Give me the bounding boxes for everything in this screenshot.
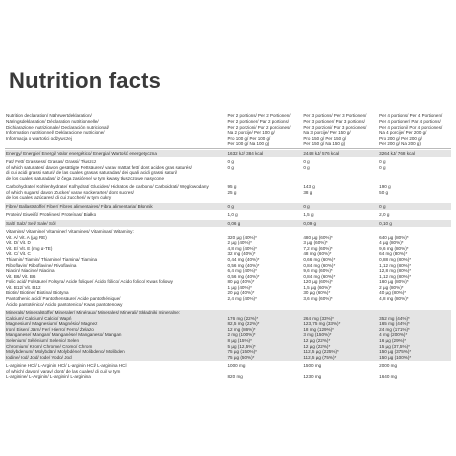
value-2-portions: 320 µg (40%)* 2 µg (40%)* 4,8 mg (40%)* 32 mg (40%)* 0,44 mg (40%)* 0,56 mg (40%)* 6,4 mg (40%)* 0,56 mg (40%)* 80 µg (40%)* 1 µg (40%)* 20 µg (40%)* 2,4 mg (40%)* bbox=[227, 234, 260, 302]
value-2-portions: 0 g 0 g bbox=[227, 159, 234, 170]
value-2-portions: 1632 kJ/ 384 kcal bbox=[227, 150, 264, 156]
row-label: Energy/ Energie/ Energi/ Valor energético/ Energia/ Wartość energetyczna bbox=[6, 150, 157, 156]
header-col-3-portions: Per 3 portions/ Per 3 Portionen/ Per 3 portioner/ Par 3 portions/ Per 3 porzioni/ Por 3 porciones/ Na 3 porcije/ Per 150 g/ Pro 150 g/ Per 150 g/ Per 150 g/ Na 150 g) bbox=[303, 113, 367, 147]
header-label: Nutrition declaration/ Nährwertdeklaration/ Näringsdeklaration/ Déclaration nutritionnelle/ Dichiarazione nutrizionale/ Declaración nutricional/ Information nutritionnel/ Deklaracione nutricione/ Informacja o wartości odżywczej bbox=[6, 113, 109, 141]
value-2-portions: 95 g 25 g bbox=[227, 184, 237, 195]
value-3-portions: 2448 kJ/ 576 kcal bbox=[303, 150, 340, 156]
row-label: Carbohydrate/ Kohlenhydrate/ Kolhydrat/ Glucides/ Hidratos de carbono/ Carboidrati/ Węglowodany of which sugars/ davon Zucker/ varav sockerarter/ dont sucres/ de los cuales azúcares/ di cui zuccheri/ w tym cukry bbox=[6, 184, 209, 201]
value-4-portions: 640 µg (80%)* 4 µg (80%)* 9,6 mg (80%)* 64 mg (80%)* 0,88 mg (80%)* 1,12 mg (80%)* 12,8 mg (80%)* 1,12 mg (80%)* 160 µg (80%)* 2 µg (80%)* 40 µg (80%)* 4,8 mg (80%)* bbox=[379, 234, 412, 302]
value-3-portions: 0,09 g bbox=[303, 220, 317, 226]
value-3-portions: 1500 mg 1230 mg bbox=[303, 363, 322, 380]
table-row bbox=[5, 363, 451, 381]
table-row bbox=[5, 184, 451, 202]
value-2-portions: 176 mg (22%)* 82,5 mg (22%)* 12 mg (86%)* 2 mg (100%)* 8 µg (15%)* 5 µg (12,5%)* 75 µg (150%)* 75 µg (50%)* bbox=[227, 315, 260, 360]
row-label: Fat/ Fett/ Grassess/ Grasas/ Grassi/ Tłuszcz of which saturates/ davon gesättigte Fettsäuren/ varav mättat fett/ dont acides gras saturés/ di cui acidi grassi saturi/ de las cuales grasas saturadas/ dei quali acidi grassi saturi/ de los cuales saturadas/ iz čega zasićene/ w tym kwasy tłuszczowe nasycone bbox=[6, 159, 192, 181]
value-4-portions: 3264 kJ/ 768 kcal bbox=[379, 150, 415, 156]
table-row bbox=[5, 212, 451, 218]
table-row bbox=[5, 159, 451, 182]
page-title: Nutrition facts bbox=[9, 68, 162, 93]
row-label: Fibre/ Ballaststoffe/ Fiber/ Fibres alimentaires/ Fibra alimentaria/ Błonnik bbox=[6, 203, 153, 209]
table-row bbox=[5, 150, 451, 156]
value-3-portions: 480 µg (60%)* 3 µg (60%)* 7,2 mg (60%)* 48 mg (60%)* 0,66 mg (60%)* 0,84 mg (60%)* 9,6 mg (60%)* 0,84 mg (60%)* 120 µg (60%)* 1,5 µg (60%)* 30 µg (60%)* 3,6 mg (60%)* bbox=[303, 234, 336, 302]
value-4-portions: 2000 mg 1640 mg bbox=[379, 363, 398, 380]
value-2-portions: 0,06 g bbox=[227, 220, 241, 226]
table-row bbox=[5, 220, 451, 226]
value-3-portions: 1,5 g bbox=[303, 212, 314, 218]
value-4-portions: 0,10 g bbox=[379, 220, 392, 226]
table-header bbox=[5, 113, 451, 147]
value-4-portions: 190 g 50 g bbox=[379, 184, 391, 195]
value-4-portions: 0 g bbox=[379, 203, 386, 209]
row-label: L-arginine HCl/ L-Arginin HCl/ L-arginin HCl/ L-arginina HCl of which/ davon/ varav/ dont/ de las cuales/ di cui/ w tym L-arginine/ L-Arginin/ L-arginin/ L-arginina bbox=[6, 363, 127, 380]
value-3-portions: 0 g bbox=[303, 203, 310, 209]
table-row bbox=[5, 203, 451, 209]
value-4-portions: 2,0 g bbox=[379, 212, 390, 218]
table-row bbox=[5, 310, 451, 361]
row-label: Salt/ Salz/ Sel/ Sale/ Sól bbox=[6, 220, 56, 226]
header-col-2-portions: Per 2 portions/ Per 2 Portionen/ Per 2 portioner/ Par 2 portions/ Per 2 porzioni/ Por 2 porciones/ Na 2 porcije/ Per 100 g/ Pro 100 g/ Per 100 g/ Per 100 g/ Na 100 g) bbox=[227, 113, 291, 147]
value-2-portions: 1,0 g bbox=[227, 212, 238, 218]
header-col-4-portions: Per 4 portions/ Per 4 Portionen/ Per 4 portioner/ Par 4 portions/ Per 4 porzioni/ Por 4 porciones/ Na 4 porcije/ Per 200 g/ Pro 200 g/ Per 200 g/ Per 200 g/ Na 200 g) bbox=[379, 113, 443, 147]
value-3-portions: 264 mg (33%)* 123,75 mg (33%)* 18 mg (129%)* 3 mg (150%)* 12 µg (22%)* 12 µg (22%)* 112,5 µg (225%)* 112,5 µg (75%)* bbox=[303, 315, 341, 360]
value-4-portions: 352 mg (44%)* 165 mg (44%)* 24 mg (171%)* 4 mg (200%)* 16 µg (29%)* 15 µg (37,5%)* 150 µg (375%)* 150 µg (100%)* bbox=[379, 315, 412, 360]
nutrition-table bbox=[5, 113, 451, 380]
table-body bbox=[5, 150, 451, 380]
value-2-portions: 0 g bbox=[227, 203, 234, 209]
row-label: Protein/ Eiweiß/ Protéines/ Proteínas/ Białko bbox=[6, 212, 97, 218]
header-divider bbox=[5, 148, 451, 149]
value-4-portions: 0 g 0 g bbox=[379, 159, 386, 170]
value-3-portions: 0 g 0 g bbox=[303, 159, 310, 170]
row-label: Minerals/ Mineralstoffe/ Mineraler/ Minéraux/ Minerales/ Minerali/ Składniki mineralne: Calcium/ Calcium/ Calcio/ Wapń Magnesium/ Magnesium/ Magnésio/ Magnez Iron/ Eisen/ Järn/ Fer/ Hierro/ Ferro/ Żelazo Manganese/ Mangan/ Manganèse/ Manganeso/ Mangan Selenium/ Sélénium/ Selenio/ Selen Chromium/ Krom/ Chrome/ Cromo/ Chrom Molybdenum/ Molybdän/ Molybdène/ Molibdeno/ Molibden Iodine/ Iod/ Jod/ Iode/ Yodo/ Jod bbox=[6, 310, 181, 360]
value-2-portions: 1000 mg 820 mg bbox=[227, 363, 246, 380]
row-label: Vitamins/ Vitamine/ Vitaminer/ Vitamines/ Vitaminas/ Witaminy: Vit. A/ Vit. A (µg RE) Vit. D/ Vit. D Vit. E/ Vit. E (mg α-TE) Vit. C/ Vit. C Thiamin/ Tiamin/ Thiamine/ Tiamina/ Tiamina Riboflavin/ Riboflavine/ Rivoflavina Niacin/ Niacine/ Niacina Vit. B6/ Vit. B6 Folic acid/ Folsäure/ Folsyra/ Acide folique/ Ácido fólico/ Acido folico/ Kwas foliowy Vit. B12/ Vit. B12 Biotin/ Biotine/ Biotina/ Biotyna Pantothenic acid/ Pantothensäure/ Acide pantothénique/ Ácido pantoténico/ Acido pantotenico/ Kwas pantotenowy bbox=[6, 228, 173, 307]
value-3-portions: 143 g 38 g bbox=[303, 184, 315, 195]
table-row bbox=[5, 229, 451, 308]
